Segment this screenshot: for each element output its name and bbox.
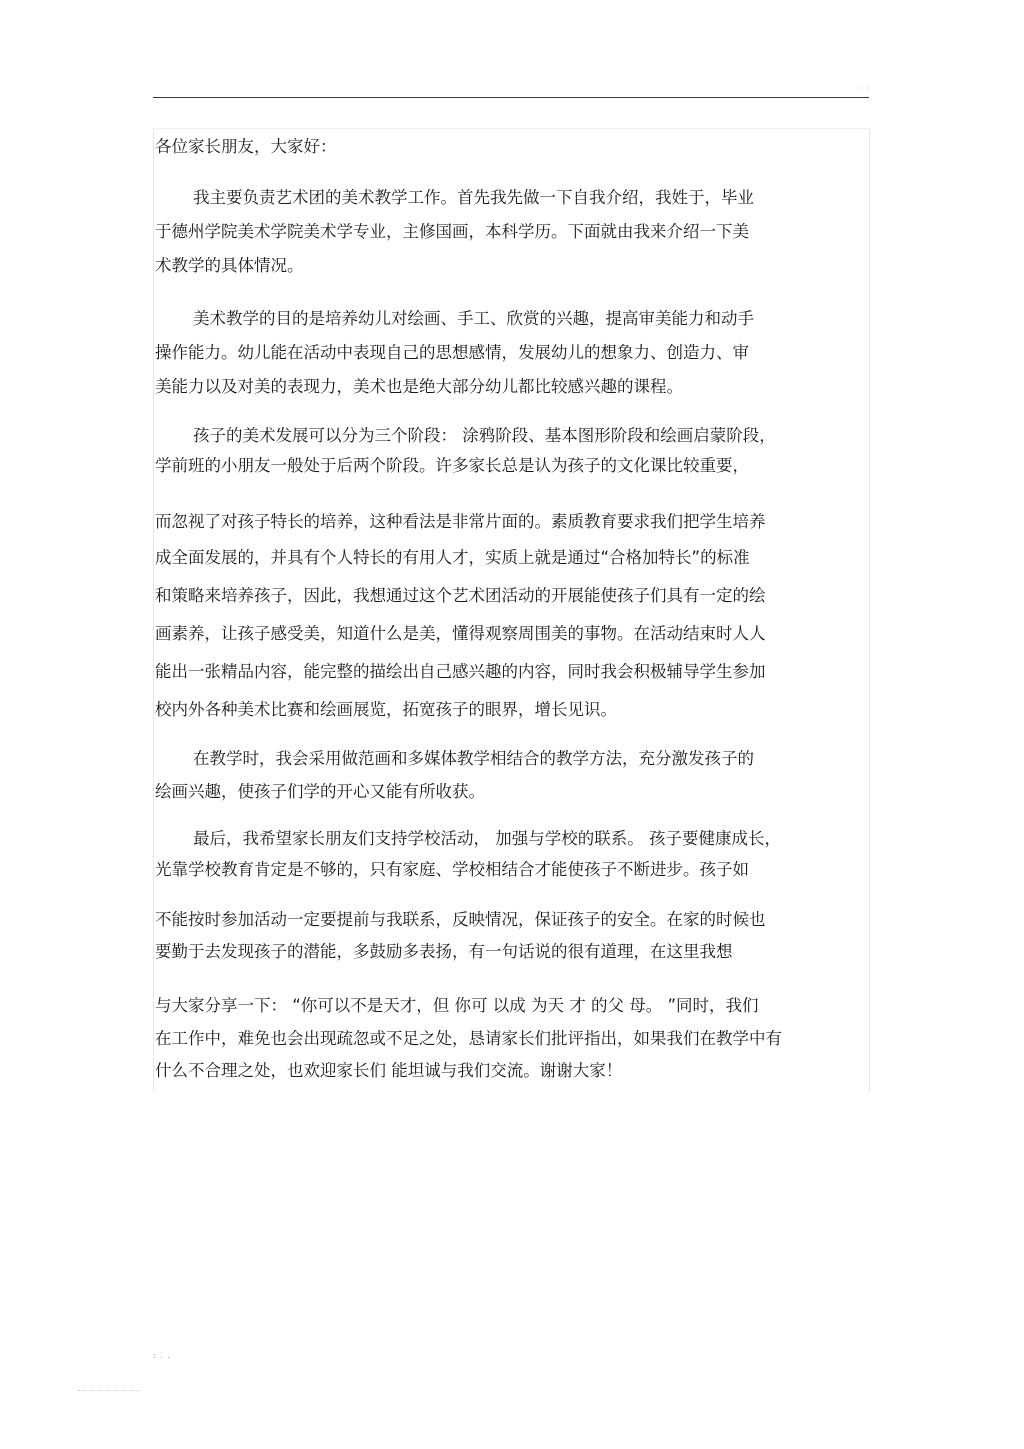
text-line: 于德州学院美术学院美术学专业，主修国画，本科学历。下面就由我来介绍一下美 <box>155 222 749 241</box>
text-line: 我主要负责艺术团的美术教学工作。首先我先做一下自我介绍，我姓于，毕业 <box>193 188 754 207</box>
text-line: 与大家分享一下： “你可以不是天才，但 你可 以成 为天 才 的父 母。 ”同时，我们 <box>155 996 759 1015</box>
text-line: 什么不合理之处，也欢迎家长们 能坦诚与我们交流。谢谢大家！ <box>155 1061 623 1080</box>
text-line: 操作能力。幼儿能在活动中表现自己的思想感情，发展幼儿的想象力、创造力、审 <box>155 343 749 362</box>
footer-mark: : . . <box>153 1351 171 1360</box>
footer-rule <box>78 1390 140 1391</box>
text-line: 光靠学校教育肯定是不够的，只有家庭、学校相结合才能使孩子不断进步。孩子如 <box>155 860 749 879</box>
text-line: 在教学时，我会采用做范画和多媒体教学相结合的教学方法，充分激发孩子的 <box>193 749 754 768</box>
text-line: 美能力以及对美的表现力，美术也是绝大部分幼儿都比较感兴趣的课程。 <box>155 377 683 396</box>
header-rule <box>153 97 869 98</box>
text-line: 和策略来培养孩子，因此，我想通过这个艺术团活动的开展能使孩子们具有一定的绘 <box>155 586 766 605</box>
text-line: 术教学的具体情况。 <box>155 256 304 275</box>
text-line: 画素养，让孩子感受美，知道什么是美，懂得观察周围美的事物。在活动结束时人人 <box>155 624 766 643</box>
text-line: 绘画兴趣，使孩子们学的开心又能有所收获。 <box>155 782 485 801</box>
text-line: 孩子的美术发展可以分为三个阶段： 涂鸦阶段、基本图形阶段和绘画启蒙阶段， <box>193 426 776 445</box>
greeting: 各位家长朋友，大家好： <box>155 137 337 156</box>
text-line: 不能按时参加活动一定要提前与我联系，反映情况，保证孩子的安全。在家的时候也 <box>155 910 766 929</box>
text-line: 校内外各种美术比赛和绘画展览，拓宽孩子的眼界，增长见识。 <box>155 700 617 719</box>
text-line: 要勤于去发现孩子的潜能，多鼓励多表扬，有一句话说的很有道理，在这里我想 <box>155 942 733 961</box>
text-line: 学前班的小朋友一般处于后两个阶段。许多家长总是认为孩子的文化课比较重要， <box>155 456 749 475</box>
text-line: 能出一张精品内容，能完整的描绘出自己感兴趣的内容，同时我会积极辅导学生参加 <box>155 662 766 681</box>
text-line: 在工作中，难免也会出现疏忽或不足之处，恳请家长们批评指出，如果我们在教学中有 <box>155 1029 782 1048</box>
header-mark: · · <box>860 84 871 93</box>
text-line: 而忽视了对孩子特长的培养，这种看法是非常片面的。素质教育要求我们把学生培养 <box>155 512 766 531</box>
text-line: 最后，我希望家长朋友们支持学校活动， 加强与学校的联系。 孩子要健康成长， <box>193 829 781 848</box>
text-line: 成全面发展的，并具有个人特长的有用人才，实质上就是通过“合格加特长”的标准 <box>155 548 750 567</box>
text-line: 美术教学的目的是培养幼儿对绘画、手工、欣赏的兴趣，提高审美能力和动手 <box>193 309 754 328</box>
